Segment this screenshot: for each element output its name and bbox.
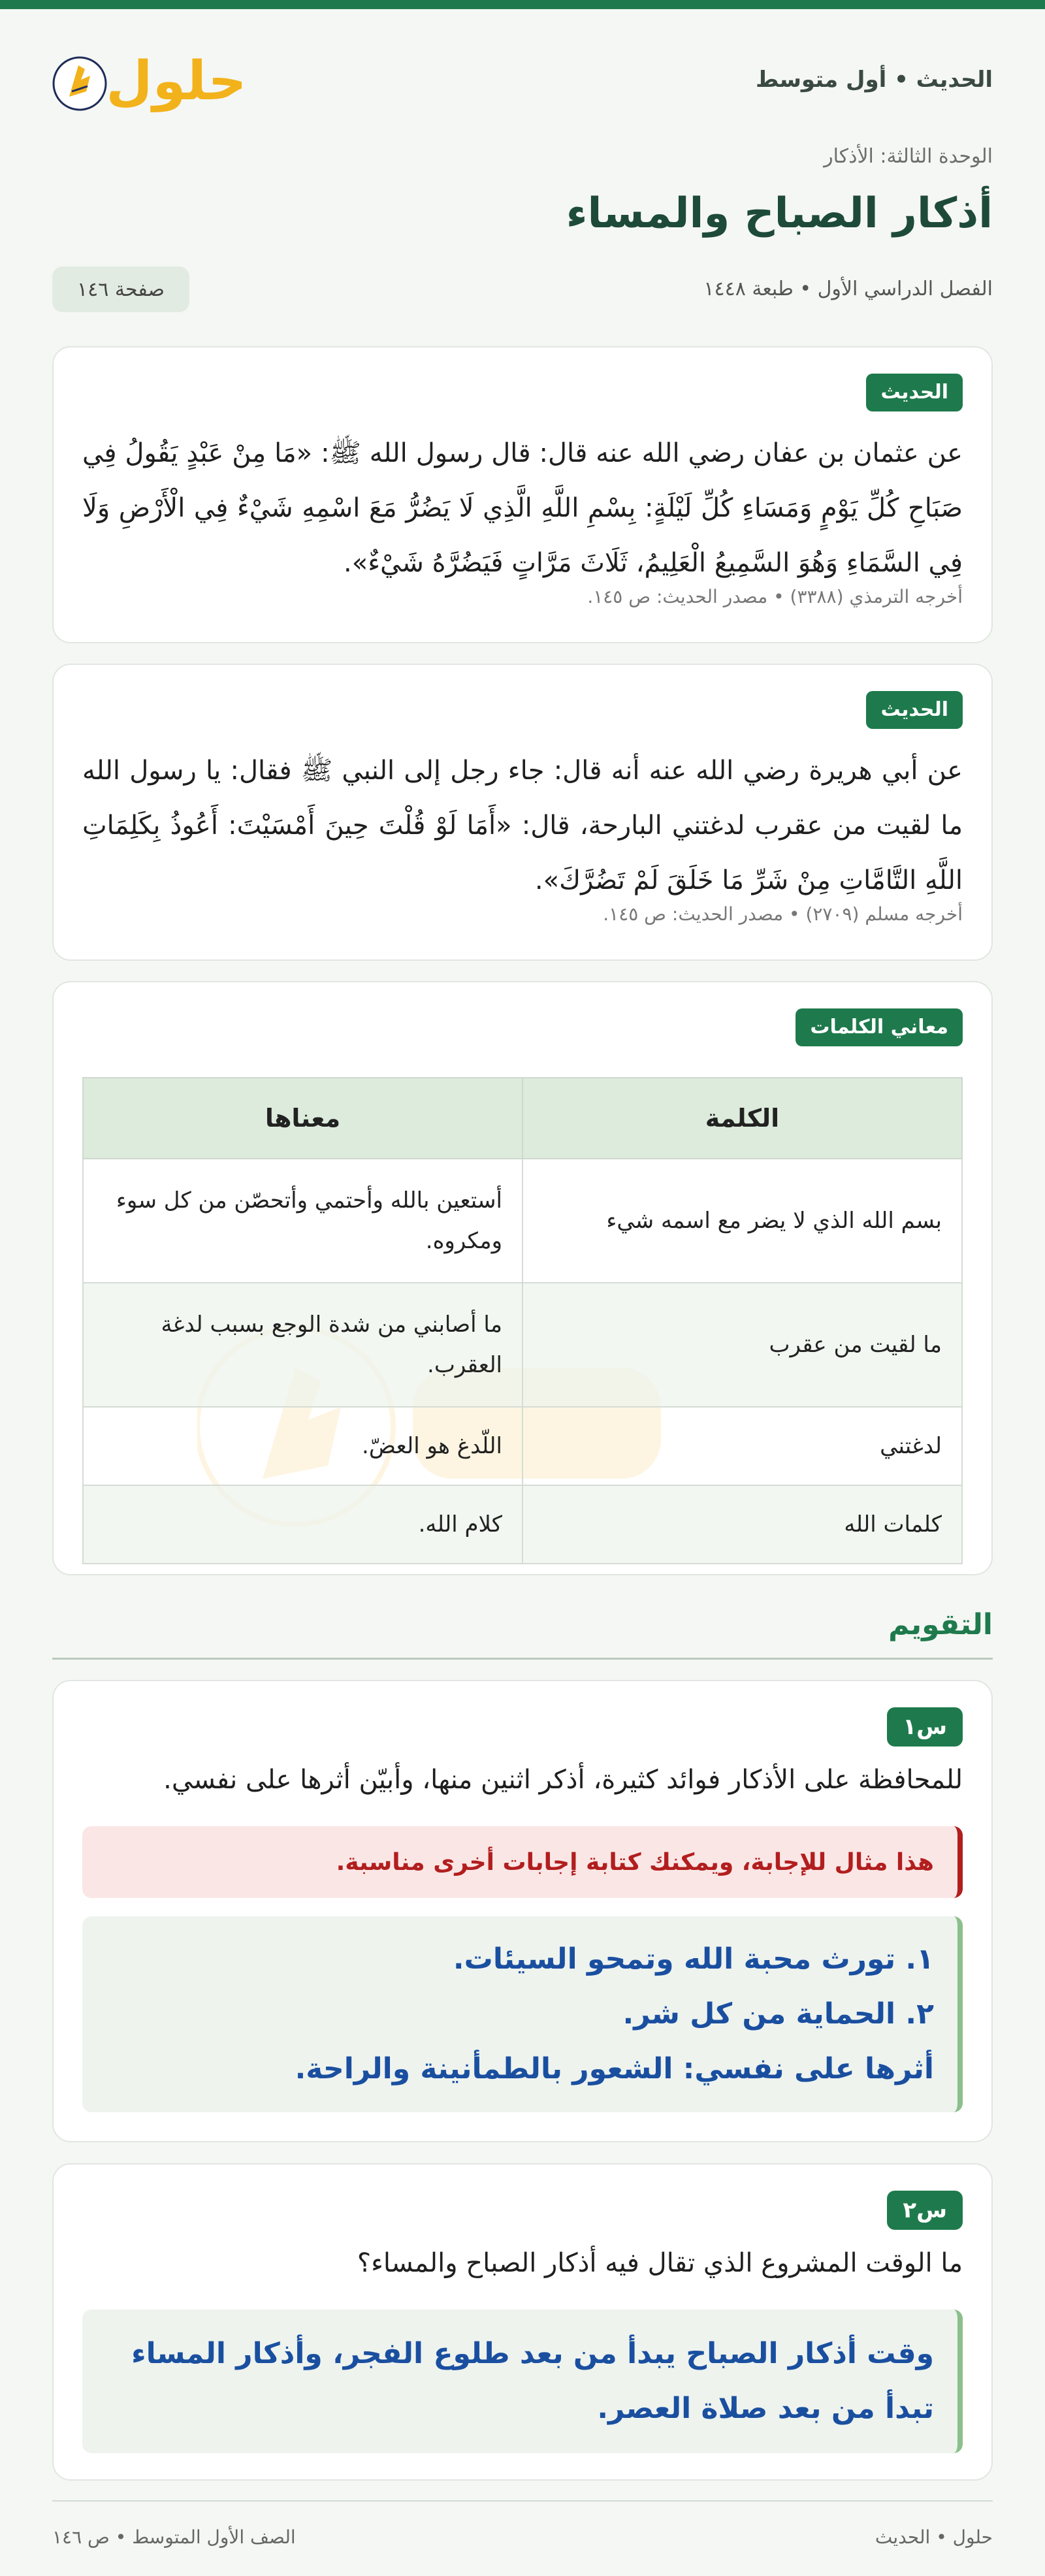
meaning-cell: اللّدغ هو العضّ. bbox=[83, 1407, 522, 1485]
table-row bbox=[83, 1283, 962, 1407]
question-card-1 bbox=[52, 1680, 993, 2142]
logo-icon bbox=[52, 46, 242, 118]
question-number-badge: س١ bbox=[887, 1707, 963, 1747]
page-title: أذكار الصباح والمساء bbox=[566, 189, 993, 238]
vocabulary-tag: معاني الكلمات bbox=[796, 1008, 963, 1046]
vocabulary-card bbox=[52, 981, 993, 1575]
page-number-badge: صفحة ١٤٦ bbox=[52, 266, 189, 312]
unit-label: الوحدة الثالثة: الأذكار bbox=[824, 145, 993, 168]
footer-page-info: الصف الأول المتوسط • ص ١٤٦ bbox=[52, 2526, 296, 2548]
answer-line: أثرها على نفسي: الشعور بالطمأنينة والراحة. bbox=[295, 2052, 934, 2085]
breadcrumb[interactable]: الحديث • أول متوسط bbox=[756, 67, 993, 93]
hadith-tag: الحديث bbox=[866, 374, 963, 411]
site-logo[interactable] bbox=[52, 46, 242, 118]
meaning-cell: كلام الله. bbox=[83, 1485, 522, 1564]
header bbox=[52, 46, 993, 118]
question-number-badge: س٢ bbox=[887, 2191, 963, 2230]
table-row bbox=[83, 1407, 962, 1485]
vocabulary-table bbox=[82, 1077, 963, 1564]
answer-box bbox=[82, 2310, 963, 2453]
word-cell: كلمات الله bbox=[522, 1485, 962, 1564]
hadith-tag: الحديث bbox=[866, 691, 963, 729]
answer-line: وقت أذكار الصباح يبدأ من بعد طلوع الفجر، وأذكار المساء تبدأ من بعد صلاة العصر. bbox=[131, 2337, 934, 2425]
word-cell: بسم الله الذي لا يضر مع اسمه شيء bbox=[522, 1159, 962, 1283]
hadith-source: أخرجه مسلم (٢٧٠٩) • مصدر الحديث: ص ١٤٥. bbox=[603, 903, 963, 925]
logo-text: حلول bbox=[106, 50, 242, 112]
footer-divider bbox=[52, 2500, 993, 2502]
hadith-text: عن أبي هريرة رضي الله عنه أنه قال: جاء رجل إلى النبي ﷺ فقال: يا رسول الله ما لقيت من عقرب لدغتني البارحة، قال: «أَمَا لَوْ قُلْتَ حِينَ أَمْسَيْتَ: أَعُوذُ بِكَلِمَاتِ اللَّهِ التَّامَّاتِ مِنْ شَرِّ مَا خَلَقَ لَمْ تَضُرَّكَ». bbox=[82, 756, 963, 895]
hadith-source: أخرجه الترمذي (٣٣٨٨) • مصدر الحديث: ص ١٤٥. bbox=[587, 586, 963, 607]
word-cell: لدغتني bbox=[522, 1407, 962, 1485]
word-cell: ما لقيت من عقرب bbox=[522, 1283, 962, 1407]
footer-breadcrumb: حلول • الحديث bbox=[875, 2526, 993, 2548]
column-header-meaning: معناها bbox=[83, 1078, 522, 1159]
top-accent-bar bbox=[0, 0, 1045, 9]
answer-box bbox=[82, 1916, 963, 2112]
answer-line: ١. تورث محبة الله وتمحو السيئات. bbox=[453, 1942, 934, 1976]
hadith-card-1 bbox=[52, 346, 993, 643]
question-text: للمحافظة على الأذكار فوائد كثيرة، أذكر اثنين منها، وأبيّن أثرها على نفسي. bbox=[163, 1765, 963, 1795]
section-title-evaluation: التقويم bbox=[888, 1608, 993, 1641]
meaning-cell: أستعين بالله وأحتمي وأتحصّن من كل سوء ومكروه. bbox=[83, 1159, 522, 1283]
answer-note-text: هذا مثال للإجابة، ويمكنك كتابة إجابات أخرى مناسبة. bbox=[336, 1848, 934, 1876]
column-header-word: الكلمة bbox=[522, 1078, 962, 1159]
meaning-cell: ما أصابني من شدة الوجع بسبب لدغة العقرب. bbox=[83, 1283, 522, 1407]
question-card-2 bbox=[52, 2163, 993, 2481]
question-text: ما الوقت المشروع الذي تقال فيه أذكار الصباح والمساء؟ bbox=[357, 2248, 963, 2278]
table-row bbox=[83, 1485, 962, 1564]
answer-note bbox=[82, 1826, 963, 1898]
hadith-text: عن عثمان بن عفان رضي الله عنه قال: قال رسول الله ﷺ: «مَا مِنْ عَبْدٍ يَقُولُ فِي صَبَاحِ كُلِّ يَوْمٍ وَمَسَاءِ كُلِّ لَيْلَةٍ: بِسْمِ اللَّهِ الَّذِي لَا يَضُرُّ مَعَ اسْمِهِ شَيْءٌ فِي الْأَرْضِ وَلَا فِي السَّمَاءِ وَهُوَ السَّمِيعُ الْعَلِيمُ، ثَلَاثَ مَرَّاتٍ فَيَضُرَّهُ شَيْءٌ». bbox=[82, 438, 963, 578]
edition-meta: الفصل الدراسي الأول • طبعة ١٤٤٨ bbox=[703, 278, 993, 300]
answer-line: ٢. الحماية من كل شر. bbox=[622, 1997, 934, 2031]
hadith-card-2 bbox=[52, 664, 993, 961]
table-row bbox=[83, 1159, 962, 1283]
section-divider bbox=[52, 1658, 993, 1660]
